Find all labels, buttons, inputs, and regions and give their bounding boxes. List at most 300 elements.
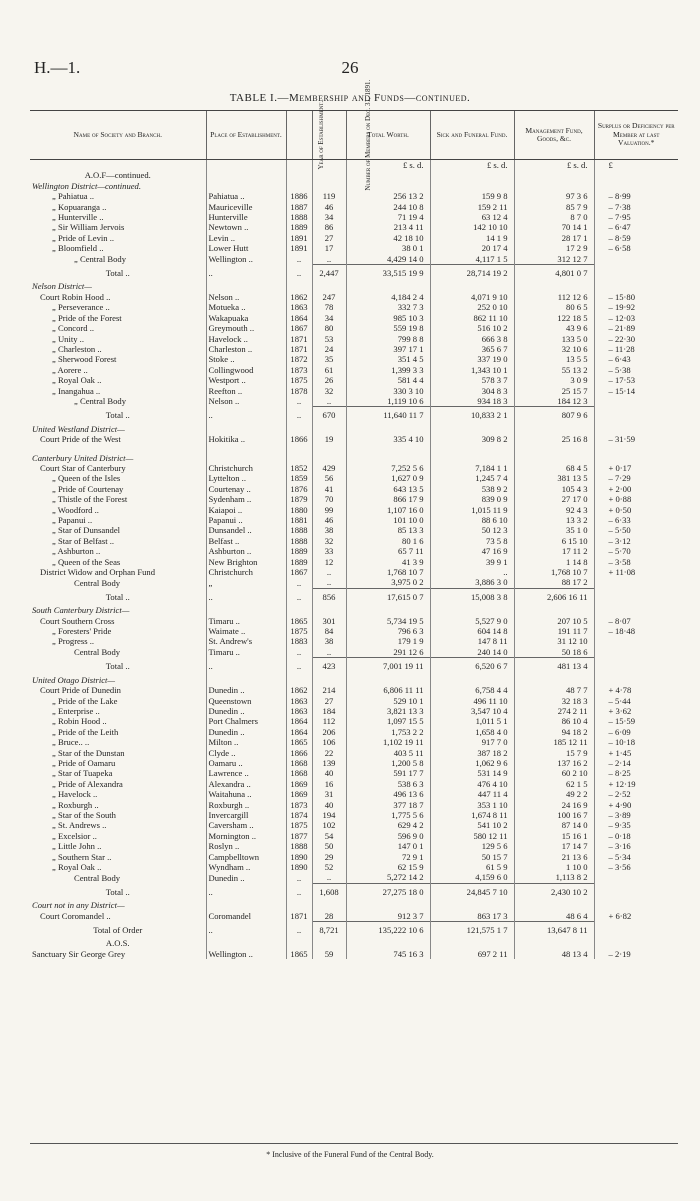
members-cell: 119 <box>312 191 346 201</box>
year-cell: 1863 <box>286 302 312 312</box>
worth-cell: 42 18 10 <box>346 233 430 243</box>
members-cell: 247 <box>312 292 346 302</box>
district-heading-row <box>30 605 678 615</box>
branch-row <box>30 313 678 323</box>
place-cell: Coromandel <box>206 911 286 922</box>
branch-row <box>30 473 678 483</box>
worth-cell: 1,753 2 2 <box>346 727 430 737</box>
year-cell: 1863 <box>286 696 312 706</box>
year-cell: 1890 <box>286 852 312 862</box>
order-heading-row <box>30 938 678 948</box>
mgmt-fund-cell: 17 2 9 <box>514 243 594 253</box>
branch-row <box>30 202 678 212</box>
year-cell: 1868 <box>286 758 312 768</box>
year-cell: 1852 <box>286 463 312 473</box>
col-mgmt: Management Fund, Goods, &c. <box>514 111 594 160</box>
members-cell: 32 <box>312 386 346 396</box>
surplus-cell: – 8·07 <box>594 616 678 626</box>
surplus-cell: – 6·58 <box>594 243 678 253</box>
branch-name: „ Pahiatua .. <box>52 191 94 202</box>
worth-cell: 11,640 11 7 <box>346 407 430 424</box>
district-name: South Canterbury District— <box>32 605 130 616</box>
place-cell: St. Andrew's <box>206 636 286 646</box>
members-cell: 1,608 <box>312 883 346 900</box>
branch-name: „ Sir William Jervois <box>52 222 125 233</box>
members-cell: 41 <box>312 484 346 494</box>
sick-fund-cell: 252 0 10 <box>430 302 514 312</box>
place-cell: Christchurch <box>206 567 286 577</box>
worth-cell: 332 7 3 <box>346 302 430 312</box>
members-cell: 61 <box>312 365 346 375</box>
order-name: A.O.S. <box>105 938 130 949</box>
branch-row <box>30 696 678 706</box>
year-cell: 1890 <box>286 862 312 872</box>
surplus-cell: + 11·08 <box>594 567 678 577</box>
branch-name: Total .. <box>105 410 130 421</box>
district-heading-row <box>30 181 678 191</box>
branch-row <box>30 292 678 302</box>
members-cell: 31 <box>312 789 346 799</box>
branch-row <box>30 852 678 862</box>
year-cell: 1866 <box>286 748 312 758</box>
mgmt-fund-cell: 13 5 5 <box>514 354 594 364</box>
branch-row <box>30 546 678 556</box>
worth-cell: 4,429 14 0 <box>346 254 430 265</box>
year-cell: 1886 <box>286 191 312 201</box>
branch-row <box>30 949 678 959</box>
mgmt-currency: £ s. d. <box>514 160 594 171</box>
members-cell: 112 <box>312 716 346 726</box>
worth-cell: 596 9 0 <box>346 831 430 841</box>
branch-name: „ Foresters' Pride <box>52 626 112 637</box>
members-cell: 80 <box>312 323 346 333</box>
branch-row <box>30 557 678 567</box>
sick-fund-cell: 1,015 11 9 <box>430 505 514 515</box>
total-row <box>30 407 678 424</box>
surplus-cell: + 0·88 <box>594 494 678 504</box>
surplus-cell: – 10·18 <box>594 737 678 747</box>
branch-name: „ Kopuaranga .. <box>52 201 107 212</box>
table-title-rest: Membership and Funds—continued. <box>288 92 471 104</box>
mgmt-fund-cell: 88 17 2 <box>514 577 594 588</box>
mgmt-fund-cell: 31 12 10 <box>514 636 594 646</box>
surplus-cell: – 3·12 <box>594 536 678 546</box>
surplus-cell: – 3·56 <box>594 862 678 872</box>
worth-cell: 3,975 0 2 <box>346 577 430 588</box>
sick-fund-cell: 5,527 9 0 <box>430 616 514 626</box>
mgmt-fund-cell: 381 13 5 <box>514 473 594 483</box>
worth-cell: 256 13 2 <box>346 191 430 201</box>
place-cell: .. <box>206 922 286 939</box>
sick-fund-cell: 541 10 2 <box>430 820 514 830</box>
document-code: H.—1. <box>34 58 81 77</box>
branch-row <box>30 820 678 830</box>
worth-cell: 377 18 7 <box>346 800 430 810</box>
place-cell: Stoke .. <box>206 354 286 364</box>
sick-fund-cell: 61 5 9 <box>430 862 514 872</box>
year-cell: 1887 <box>286 202 312 212</box>
branch-name: „ Royal Oak .. <box>52 862 102 872</box>
branch-row <box>30 636 678 646</box>
sick-fund-cell: 14 1 9 <box>430 233 514 243</box>
branch-name: „ Star of Dunsandel <box>52 525 121 536</box>
year-cell: .. <box>286 872 312 883</box>
members-cell: 856 <box>312 588 346 605</box>
branch-name: Total .. <box>105 591 130 602</box>
district-heading-row <box>30 281 678 291</box>
place-cell: Waitahuna .. <box>206 789 286 799</box>
worth-cell: 1,399 3 3 <box>346 365 430 375</box>
mgmt-fund-cell: 17 14 7 <box>514 841 594 851</box>
year-cell: 1871 <box>286 344 312 354</box>
worth-cell: 5,734 19 5 <box>346 616 430 626</box>
branch-name: „ Royal Oak .. <box>52 375 102 386</box>
worth-cell: 1,097 15 5 <box>346 716 430 726</box>
col-sick: Sick and Funeral Fund. <box>430 111 514 160</box>
surplus-cell: – 8·59 <box>594 233 678 243</box>
worth-cell: 101 10 0 <box>346 515 430 525</box>
branch-row <box>30 354 678 364</box>
branch-name: „ Thistle of the Forest <box>52 494 128 505</box>
members-cell: 46 <box>312 515 346 525</box>
branch-row <box>30 737 678 747</box>
mgmt-fund-cell: 15 7 9 <box>514 748 594 758</box>
members-cell: 28 <box>312 911 346 922</box>
surplus-cell <box>594 254 678 265</box>
branch-name: „ Star of the Dunstan <box>52 747 125 758</box>
worth-cell: 62 15 9 <box>346 862 430 872</box>
members-cell: 99 <box>312 505 346 515</box>
branch-name: „ Hunterville .. <box>52 212 104 223</box>
worth-cell: 538 6 3 <box>346 779 430 789</box>
sick-fund-cell: 129 5 6 <box>430 841 514 851</box>
branch-name: „ Star of Belfast .. <box>52 535 115 546</box>
year-cell: 1859 <box>286 473 312 483</box>
branch-name: „ Papanui .. <box>52 515 93 525</box>
sick-fund-cell: 1,062 9 6 <box>430 758 514 768</box>
sick-fund-cell: 580 12 11 <box>430 831 514 841</box>
col-place: Place of Establishment. <box>206 111 286 160</box>
col-surplus: Surplus or Deficiency per Member at last Valuation.* <box>594 111 678 160</box>
year-cell: 1891 <box>286 243 312 253</box>
surplus-cell: – 6·43 <box>594 354 678 364</box>
surplus-cell: – 11·28 <box>594 344 678 354</box>
sick-fund-cell: 862 11 10 <box>430 313 514 323</box>
sick-fund-cell: 28,714 19 2 <box>430 265 514 282</box>
branch-name: „ Perseverance .. <box>52 302 110 313</box>
sick-fund-cell: 3,886 3 0 <box>430 577 514 588</box>
year-cell: 1879 <box>286 494 312 504</box>
branch-row <box>30 831 678 841</box>
members-cell: 59 <box>312 949 346 959</box>
worth-cell: 799 8 8 <box>346 334 430 344</box>
place-cell: Port Chalmers <box>206 716 286 726</box>
surplus-cell: – 15·14 <box>594 386 678 396</box>
surplus-cell: + 6·82 <box>594 911 678 922</box>
branch-row <box>30 911 678 922</box>
place-cell: Dunedin .. <box>206 727 286 737</box>
sick-fund-cell: 10,833 2 1 <box>430 407 514 424</box>
sick-fund-cell: 604 14 8 <box>430 626 514 636</box>
branch-row <box>30 302 678 312</box>
mgmt-fund-cell: 15 16 1 <box>514 831 594 841</box>
total-row <box>30 658 678 675</box>
sick-fund-cell: 73 5 8 <box>430 536 514 546</box>
surplus-cell: – 3·89 <box>594 810 678 820</box>
place-cell: Christchurch <box>206 463 286 473</box>
members-cell: 54 <box>312 831 346 841</box>
year-cell: 1864 <box>286 716 312 726</box>
place-cell: Kaiapoi .. <box>206 505 286 515</box>
year-cell: 1868 <box>286 768 312 778</box>
members-cell: 29 <box>312 852 346 862</box>
branch-row <box>30 706 678 716</box>
mgmt-fund-cell: 4,801 0 7 <box>514 265 594 282</box>
year-cell: 1891 <box>286 233 312 243</box>
mgmt-fund-cell: 807 9 6 <box>514 407 594 424</box>
mgmt-fund-cell: 105 4 3 <box>514 484 594 494</box>
branch-name: „ St. Andrews .. <box>52 820 107 831</box>
surplus-cell: + 0·17 <box>594 463 678 473</box>
place-cell: Ashburton .. <box>206 546 286 556</box>
district-name: Wellington District—continued. <box>32 180 142 191</box>
place-cell: Lower Hutt <box>206 243 286 253</box>
branch-row <box>30 494 678 504</box>
branch-row <box>30 810 678 820</box>
sick-fund-cell: 934 18 3 <box>430 396 514 407</box>
worth-cell: 559 19 8 <box>346 323 430 333</box>
mgmt-fund-cell: 62 1 5 <box>514 779 594 789</box>
sick-fund-cell: 63 12 4 <box>430 212 514 222</box>
surplus-cell: – 6·09 <box>594 727 678 737</box>
branch-row <box>30 396 678 407</box>
worth-cell: 1,768 10 7 <box>346 567 430 577</box>
sick-fund-cell: 476 4 10 <box>430 779 514 789</box>
year-cell: 1865 <box>286 737 312 747</box>
surplus-cell: + 3·62 <box>594 706 678 716</box>
surplus-cell: – 5·34 <box>594 852 678 862</box>
members-cell: .. <box>312 254 346 265</box>
place-cell: Reefton .. <box>206 386 286 396</box>
members-cell: 8,721 <box>312 922 346 939</box>
members-cell: 34 <box>312 212 346 222</box>
mgmt-fund-cell: 27 17 0 <box>514 494 594 504</box>
total-row <box>30 883 678 900</box>
district-name: United Otago District— <box>32 674 116 685</box>
worth-cell: 135,222 10 6 <box>346 922 430 939</box>
members-cell: 16 <box>312 779 346 789</box>
members-cell: 102 <box>312 820 346 830</box>
place-cell: Belfast .. <box>206 536 286 546</box>
surplus-cell: – 15·80 <box>594 292 678 302</box>
year-cell: 1871 <box>286 911 312 922</box>
worth-cell: 1,775 5 6 <box>346 810 430 820</box>
year-cell: 1875 <box>286 626 312 636</box>
branch-name: Total .. <box>105 886 130 897</box>
mgmt-fund-cell: 94 18 2 <box>514 727 594 737</box>
surplus-cell <box>594 872 678 883</box>
year-cell: 1875 <box>286 375 312 385</box>
worth-cell: 403 5 11 <box>346 748 430 758</box>
worth-cell: 643 13 5 <box>346 484 430 494</box>
place-cell: Campbelltown <box>206 852 286 862</box>
year-cell: .. <box>286 922 312 939</box>
mgmt-fund-cell: 97 3 6 <box>514 191 594 201</box>
year-cell: 1880 <box>286 505 312 515</box>
place-cell: „ <box>206 577 286 588</box>
branch-name: „ Bruce.. .. <box>52 737 90 748</box>
worth-cell: 591 17 7 <box>346 768 430 778</box>
place-cell: Courtenay .. <box>206 484 286 494</box>
worth-cell: 397 17 1 <box>346 344 430 354</box>
year-cell: 1862 <box>286 685 312 695</box>
place-cell: .. <box>206 407 286 424</box>
worth-cell: 866 17 9 <box>346 494 430 504</box>
worth-cell: 85 13 3 <box>346 525 430 535</box>
mgmt-fund-cell: 48 13 4 <box>514 949 594 959</box>
surplus-cell: – 31·59 <box>594 434 678 444</box>
branch-row <box>30 334 678 344</box>
sick-fund-cell: 1,343 10 1 <box>430 365 514 375</box>
mgmt-fund-cell: 1 14 8 <box>514 557 594 567</box>
surplus-cell: – 2·14 <box>594 758 678 768</box>
place-cell: Lawrence .. <box>206 768 286 778</box>
sick-fund-cell: 531 14 9 <box>430 768 514 778</box>
sick-fund-cell: 1,658 4 0 <box>430 727 514 737</box>
mgmt-fund-cell: 312 12 7 <box>514 254 594 265</box>
worth-cell: 244 10 8 <box>346 202 430 212</box>
surplus-cell: – 2·19 <box>594 949 678 959</box>
year-cell: 1866 <box>286 434 312 444</box>
place-cell: .. <box>206 658 286 675</box>
surplus-cell <box>594 588 678 605</box>
worth-cell: 80 1 6 <box>346 536 430 546</box>
sick-fund-cell: 917 7 0 <box>430 737 514 747</box>
place-cell: Wakapuaka <box>206 313 286 323</box>
surplus-cell: + 1·45 <box>594 748 678 758</box>
branch-row <box>30 577 678 588</box>
worth-cell: 4,184 2 4 <box>346 292 430 302</box>
branch-row <box>30 222 678 232</box>
sick-fund-cell: 309 8 2 <box>430 434 514 444</box>
branch-row <box>30 872 678 883</box>
year-cell: 1875 <box>286 820 312 830</box>
year-cell: .. <box>286 407 312 424</box>
branch-row <box>30 716 678 726</box>
worth-cell: 71 19 4 <box>346 212 430 222</box>
branch-row <box>30 344 678 354</box>
branch-row <box>30 254 678 265</box>
worth-cell: 1,627 0 9 <box>346 473 430 483</box>
members-cell: 194 <box>312 810 346 820</box>
year-cell: 1881 <box>286 515 312 525</box>
year-cell: .. <box>286 588 312 605</box>
mgmt-fund-cell: 32 18 3 <box>514 696 594 706</box>
sick-fund-cell: 337 19 0 <box>430 354 514 364</box>
surplus-cell <box>594 265 678 282</box>
surplus-cell: – 7·29 <box>594 473 678 483</box>
place-cell: .. <box>206 265 286 282</box>
branch-name: „ Star of the South <box>52 809 116 820</box>
sick-fund-cell: 142 10 10 <box>430 222 514 232</box>
sick-fund-cell: 666 3 8 <box>430 334 514 344</box>
mgmt-fund-cell: 481 13 4 <box>514 658 594 675</box>
year-cell: .. <box>286 647 312 658</box>
currency-row <box>30 160 678 171</box>
mgmt-fund-cell: 122 18 5 <box>514 313 594 323</box>
members-cell: .. <box>312 396 346 407</box>
surplus-cell <box>594 883 678 900</box>
branch-name: „ Enterprise .. <box>52 705 100 716</box>
members-cell: 32 <box>312 536 346 546</box>
col-members: Number of Members on Dec. 31, 1891. <box>312 111 346 160</box>
sick-fund-cell: 88 6 10 <box>430 515 514 525</box>
place-cell: Nelson .. <box>206 396 286 407</box>
mgmt-fund-cell: 207 10 5 <box>514 616 594 626</box>
mgmt-fund-cell: 184 12 3 <box>514 396 594 407</box>
members-cell: 53 <box>312 334 346 344</box>
worth-cell: 330 3 10 <box>346 386 430 396</box>
branch-name: „ Unity .. <box>52 333 84 344</box>
branch-row <box>30 463 678 473</box>
district-heading-row <box>30 424 678 434</box>
year-cell: 1878 <box>286 386 312 396</box>
worth-cell: 912 3 7 <box>346 911 430 922</box>
members-cell: 429 <box>312 463 346 473</box>
branch-row <box>30 789 678 799</box>
members-cell: 17 <box>312 243 346 253</box>
mgmt-fund-cell: 92 4 3 <box>514 505 594 515</box>
worth-cell: 179 1 9 <box>346 636 430 646</box>
branch-row <box>30 484 678 494</box>
mgmt-fund-cell: 17 11 2 <box>514 546 594 556</box>
branch-row <box>30 626 678 636</box>
branch-name: „ Queen of the Isles <box>52 473 121 484</box>
branch-name: „ Southern Star .. <box>52 851 112 862</box>
branch-row <box>30 191 678 201</box>
branch-name: „ Aorere .. <box>52 364 88 375</box>
members-cell: 50 <box>312 841 346 851</box>
surplus-cell: – 17·53 <box>594 375 678 385</box>
worth-cell: 17,615 0 7 <box>346 588 430 605</box>
branch-name: „ Pride of Oamaru <box>52 757 116 768</box>
mgmt-fund-cell: 133 5 0 <box>514 334 594 344</box>
mgmt-fund-cell: 35 1 0 <box>514 525 594 535</box>
branch-row <box>30 768 678 778</box>
sick-currency: £ s. d. <box>430 160 514 171</box>
place-cell: Newtown .. <box>206 222 286 232</box>
year-cell: .. <box>286 577 312 588</box>
branch-name: „ Charleston .. <box>52 343 102 354</box>
branch-row <box>30 758 678 768</box>
col-worth: Total Worth. <box>346 111 430 160</box>
col-year: Year of Establishment. <box>286 111 312 160</box>
sick-fund-cell: 1,011 5 1 <box>430 716 514 726</box>
surplus-cell: – 19·92 <box>594 302 678 312</box>
place-cell: Dunedin .. <box>206 872 286 883</box>
worth-cell: 3,821 13 3 <box>346 706 430 716</box>
worth-cell: 7,001 19 11 <box>346 658 430 675</box>
branch-name: „ Pride of the Forest <box>52 312 122 323</box>
place-cell: Lyttelton .. <box>206 473 286 483</box>
members-cell: 184 <box>312 706 346 716</box>
place-cell: Queenstown <box>206 696 286 706</box>
worth-cell: 147 0 1 <box>346 841 430 851</box>
sick-fund-cell: .. <box>430 567 514 577</box>
branch-name: „ Robin Hood .. <box>52 716 107 727</box>
sick-fund-cell: 447 11 4 <box>430 789 514 799</box>
surplus-currency: £ <box>594 160 678 171</box>
